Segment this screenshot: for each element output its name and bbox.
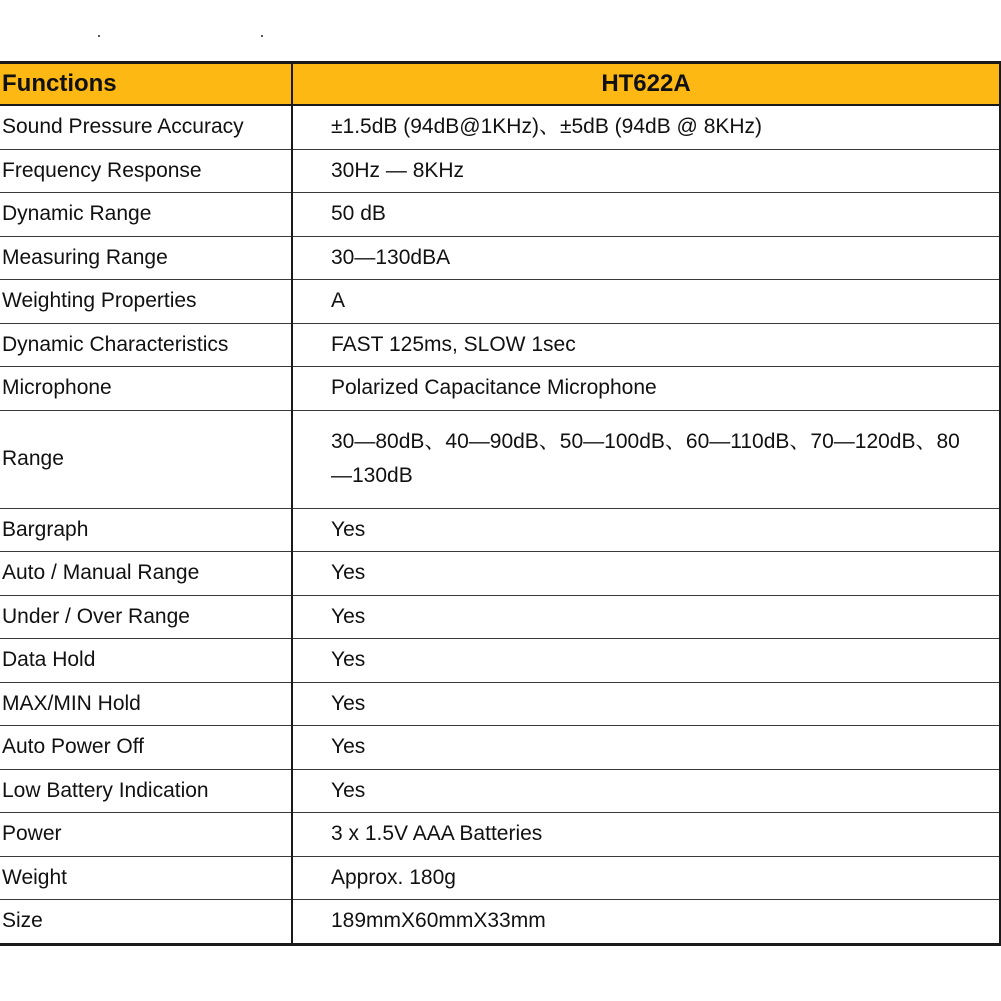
table-row — [0, 367, 1000, 411]
table-row — [0, 552, 1000, 596]
spec-name: Bargraph — [0, 508, 292, 552]
spec-value: Approx. 180g — [292, 856, 1000, 900]
spec-value: 30—80dB、40—90dB、50—100dB、60—110dB、70—120dB、80—130dB — [292, 410, 1000, 508]
spec-name: Weight — [0, 856, 292, 900]
spec-name: Power — [0, 813, 292, 857]
spec-value: ±1.5dB (94dB@1KHz)、±5dB (94dB @ 8KHz) — [292, 105, 1000, 149]
spec-name: Sound Pressure Accuracy — [0, 105, 292, 149]
table-row — [0, 856, 1000, 900]
spec-value: 189mmX60mmX33mm — [292, 900, 1000, 945]
spec-name: Dynamic Characteristics — [0, 323, 292, 367]
stray-dot — [98, 35, 100, 37]
spec-value: Polarized Capacitance Microphone — [292, 367, 1000, 411]
spec-value: Yes — [292, 682, 1000, 726]
spec-name: Auto / Manual Range — [0, 552, 292, 596]
spec-name: Measuring Range — [0, 236, 292, 280]
table-row — [0, 193, 1000, 237]
header-functions: Functions — [0, 63, 292, 106]
table-header-row — [0, 63, 1000, 106]
spec-value: Yes — [292, 769, 1000, 813]
spec-value: FAST 125ms, SLOW 1sec — [292, 323, 1000, 367]
header-model: HT622A — [292, 63, 1000, 106]
table-row — [0, 236, 1000, 280]
spec-name: Under / Over Range — [0, 595, 292, 639]
table-row — [0, 639, 1000, 683]
table-row — [0, 149, 1000, 193]
spec-name: Microphone — [0, 367, 292, 411]
spec-value: 30Hz — 8KHz — [292, 149, 1000, 193]
spec-value: Yes — [292, 552, 1000, 596]
spec-name: Data Hold — [0, 639, 292, 683]
table-row — [0, 105, 1000, 149]
spec-name: Frequency Response — [0, 149, 292, 193]
spec-name: Auto Power Off — [0, 726, 292, 770]
stray-dot — [261, 35, 263, 37]
spec-value: A — [292, 280, 1000, 324]
table-row — [0, 410, 1000, 508]
spec-name: Range — [0, 410, 292, 508]
spec-name: MAX/MIN Hold — [0, 682, 292, 726]
spec-value: 3 x 1.5V AAA Batteries — [292, 813, 1000, 857]
spec-value: Yes — [292, 639, 1000, 683]
spec-name: Dynamic Range — [0, 193, 292, 237]
table-row — [0, 280, 1000, 324]
table-row — [0, 900, 1000, 945]
spec-name: Size — [0, 900, 292, 945]
spec-value: Yes — [292, 726, 1000, 770]
table-row — [0, 726, 1000, 770]
table-row — [0, 769, 1000, 813]
spec-table — [0, 61, 1001, 946]
table-row — [0, 323, 1000, 367]
table-row — [0, 682, 1000, 726]
table-row — [0, 508, 1000, 552]
spec-value: 30—130dBA — [292, 236, 1000, 280]
spec-value: Yes — [292, 508, 1000, 552]
spec-value: Yes — [292, 595, 1000, 639]
table-row — [0, 595, 1000, 639]
spec-name: Weighting Properties — [0, 280, 292, 324]
table-row — [0, 813, 1000, 857]
spec-name: Low Battery Indication — [0, 769, 292, 813]
spec-value: 50 dB — [292, 193, 1000, 237]
